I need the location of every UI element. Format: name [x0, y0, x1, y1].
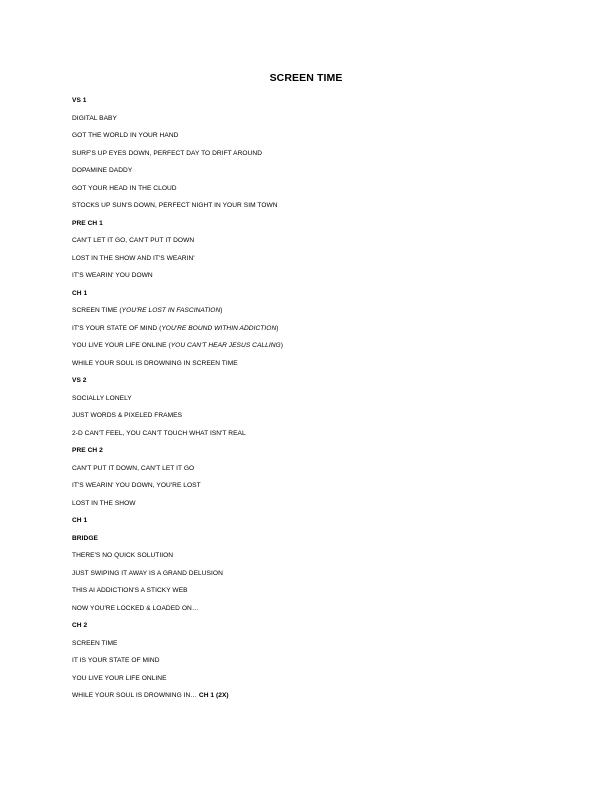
section-heading — [72, 446, 542, 464]
line-text: JUST WORDS & PIXELED FRAMES — [72, 412, 183, 419]
lyric-line — [72, 271, 542, 289]
line-italic-text: YOU CAN'T HEAR JESUS CALLING — [170, 342, 281, 349]
lyric-line — [72, 166, 542, 184]
line-text: CAN'T LET IT GO, CAN'T PUT IT DOWN — [72, 237, 195, 244]
line-text: SURF'S UP EYES DOWN, PERFECT DAY TO DRIFT AROUND — [72, 149, 263, 157]
line-text: SOCIALLY LONELY — [72, 394, 132, 402]
line-repeat-marker: CH 1 (2X) — [198, 692, 229, 699]
lyric-line — [72, 236, 542, 254]
section-heading — [72, 219, 542, 237]
line-closing-text: ) — [280, 342, 283, 349]
line-text: VS 2 — [72, 377, 87, 384]
section-heading — [72, 534, 542, 552]
lyric-line — [72, 394, 542, 412]
lyric-line — [72, 341, 542, 359]
lyric-line — [72, 551, 542, 569]
lyrics-body — [72, 96, 542, 709]
line-text: GOT THE WORLD IN YOUR HAND — [72, 132, 179, 139]
song-title: SCREEN TIME — [269, 72, 343, 84]
lyric-line — [72, 254, 542, 272]
lyric-line — [72, 184, 542, 202]
line-text: CH 2 — [72, 622, 88, 629]
line-text: PRE CH 2 — [72, 447, 103, 454]
line-text: 2-D CAN'T FEEL, YOU CAN'T TOUCH WHAT ISN'T REAL — [72, 429, 246, 437]
lyric-line — [72, 324, 542, 342]
line-text: YOU LIVE YOUR LIFE ONLINE ( — [72, 342, 171, 349]
line-text: SCREEN TIME ( — [72, 307, 122, 314]
line-text: YOU LIVE YOUR LIFE ONLINE — [72, 674, 167, 682]
line-text: IT IS YOUR STATE OF MIND — [72, 657, 160, 664]
section-heading — [72, 376, 542, 394]
line-text: DIGITAL BABY — [72, 114, 117, 122]
line-italic-text: YOU'RE BOUND WITHIN ADDICTION — [161, 324, 277, 332]
line-text: IT'S WEARIN' YOU DOWN, YOU'RE LOST — [72, 482, 201, 489]
lyric-line — [72, 656, 542, 674]
lyric-line — [72, 691, 542, 709]
lyric-line — [72, 114, 542, 132]
lyric-line — [72, 306, 542, 324]
lyric-line — [72, 499, 542, 517]
line-text: WHILE YOUR SOUL IS DROWNING IN… — [72, 692, 199, 699]
lyric-line — [72, 639, 542, 657]
lyric-line — [72, 429, 542, 447]
lyric-line — [72, 569, 542, 587]
line-text: WHILE YOUR SOUL IS DROWNING IN SCREEN TIME — [72, 359, 238, 367]
line-text: VS 1 — [72, 97, 87, 104]
lyric-line — [72, 201, 542, 219]
line-italic-text: YOU'RE LOST IN FASCINATION — [121, 307, 221, 314]
lyric-line — [72, 586, 542, 604]
line-text: GOT YOUR HEAD IN THE CLOUD — [72, 184, 177, 192]
lyric-line — [72, 359, 542, 377]
line-text: CH 1 — [72, 517, 88, 524]
line-text: PRE CH 1 — [72, 219, 103, 227]
lyric-line — [72, 411, 542, 429]
line-text: SCREEN TIME — [72, 639, 118, 647]
lyric-line — [72, 674, 542, 692]
line-text: DOPAMINE DADDY — [72, 167, 133, 174]
line-text: LOST IN THE SHOW — [72, 499, 136, 507]
section-heading — [72, 96, 542, 114]
lyric-line — [72, 149, 542, 167]
section-heading — [72, 516, 542, 534]
line-text: CAN'T PUT IT DOWN, CAN'T LET IT GO — [72, 464, 195, 472]
section-heading — [72, 621, 542, 639]
line-text: STOCKS UP SUN'S DOWN, PERFECT NIGHT IN YOUR SIM TOWN — [72, 202, 278, 209]
line-text: THERE'S NO QUICK SOLUTIION — [72, 552, 174, 559]
line-closing-text: ) — [276, 324, 279, 332]
line-text: LOST IN THE SHOW AND IT'S WEARIN' — [72, 254, 195, 262]
line-text: CH 1 — [72, 289, 88, 297]
line-closing-text: ) — [220, 307, 223, 314]
line-text: THIS AI ADDICTION'S A STICKY WEB — [72, 587, 188, 594]
lyric-line — [72, 131, 542, 149]
lyric-line — [72, 464, 542, 482]
line-text: BRIDGE — [72, 534, 98, 542]
line-text: IT'S YOUR STATE OF MIND ( — [72, 324, 162, 332]
line-text: JUST SWIPING IT AWAY IS A GRAND DELUSION — [72, 569, 223, 577]
line-text: NOW YOU'RE LOCKED & LOADED ON… — [72, 604, 199, 612]
line-text: IT'S WEARIN' YOU DOWN — [72, 272, 153, 279]
section-heading — [72, 289, 542, 307]
lyric-line — [72, 481, 542, 499]
lyric-line — [72, 604, 542, 622]
